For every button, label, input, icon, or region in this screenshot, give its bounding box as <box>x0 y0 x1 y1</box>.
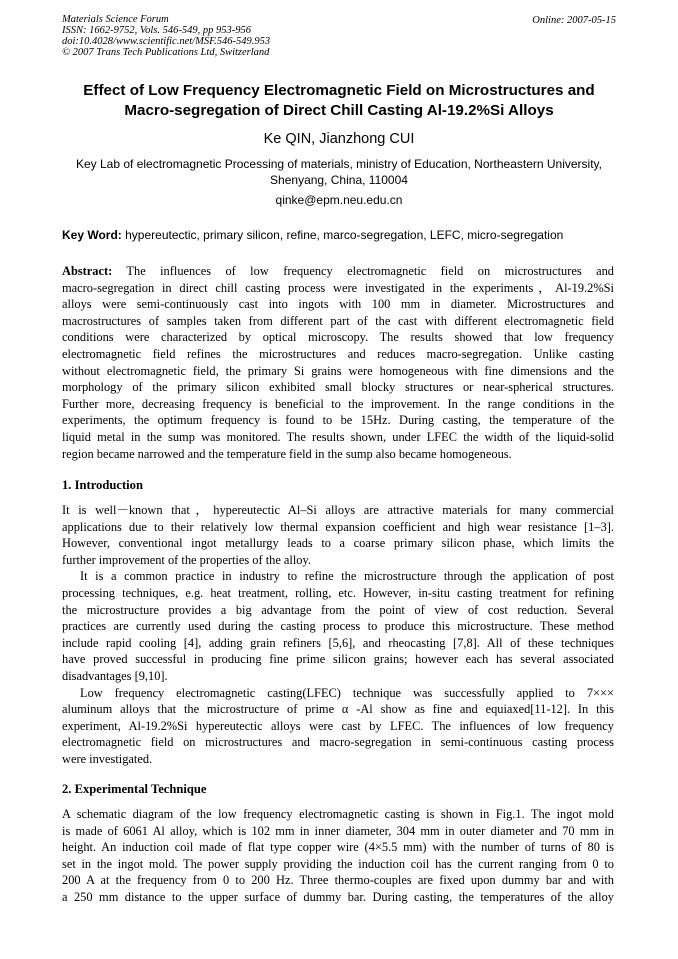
abstract-label: Abstract: <box>62 264 113 278</box>
section-heading: 2. Experimental Technique <box>62 782 207 796</box>
doi-line: doi:10.4028/www.scientific.net/MSF.546-549.953 <box>62 36 271 47</box>
paragraph-line: applications due to their relatively low thermal expansion coefficient and high wear resistance [1–3]. <box>62 519 614 534</box>
abstract-text: without electromagnetic field, the primary Si grains were homogeneous with fine dimensions and the <box>62 363 614 378</box>
online-date: Online: 2007-05-15 <box>532 15 616 26</box>
abstract-line <box>62 313 614 330</box>
paragraph-line: experiment, Al-19.2%Si hypereutectic alloys were cast by LFEC. The influences of low frequency <box>62 718 614 733</box>
abstract-text: morphology of the primary silicon exhibited small blocky structures or near-spherical structures. <box>62 380 614 395</box>
paragraph-line: were investigated. <box>62 752 153 766</box>
affiliation-line-1: Key Lab of electromagnetic Processing of materials, ministry of Education, Northeastern University, <box>75 157 602 171</box>
keywords-text: hypereutectic, primary silicon, refine, marco-segregation, LEFC, micro-segregation <box>121 228 564 242</box>
abstract-text: liquid metal in the sump was monitored. The results shown, under LFEC the width of the liquid-solid <box>62 430 614 444</box>
abstract-text: electromagnetic field refines the microstructures and reduces macro-segregation. Unlike casting <box>62 347 614 361</box>
abstract-line <box>62 263 614 280</box>
paragraph-line: include rapid cooling [4], adding grain refiners [5,6], and rheocasting [7,8]. All of these techniques <box>62 635 614 650</box>
abstract-line <box>62 329 614 346</box>
abstract-text: experiments, the optimum frequency is found to be 15Hz. During casting, the temperature of the <box>62 413 614 428</box>
abstract-line <box>62 429 614 446</box>
abstract-text: The influences of low frequency electromagnetic field on microstructures and <box>112 264 614 278</box>
abstract-text: Further more, decreasing frequency is beneficial to the improvement. In the range conditions in the <box>62 396 614 411</box>
paragraph-line: disadvantages [9,10]. <box>62 669 168 683</box>
paragraph-line: have proved successful in producing fine prime silicon grains; however each has several associated <box>62 652 614 667</box>
abstract-line <box>62 379 614 396</box>
abstract-text: alloys were semi-continuously cast into ingots with 100 mm in diameter. Microstructures and <box>62 297 614 312</box>
authors: Ke QIN, Jianzhong CUI <box>263 131 415 147</box>
paragraph-line: height. An induction coil made of flat type copper wire (4×5.5 mm) with the number of turns of 80 is <box>62 840 614 855</box>
abstract-line <box>62 446 614 463</box>
paragraph-line: is made of 6061 Al alloy, which is 102 mm in inner diameter, 304 mm in outer diameter and 70 mm in <box>62 823 614 838</box>
section-heading: 1. Introduction <box>62 478 143 492</box>
paragraph-line: practices are currently used during the casting process to produce this microstructure. These method <box>62 619 614 634</box>
paragraph-line: aluminum alloys that the microstructure of prime α -Al show as fine and equiaxed[11-12]. In this <box>62 702 614 717</box>
paragraph-line: It is a common practice in industry to refine the microstructure through the application of post <box>80 569 614 584</box>
abstract-line <box>62 412 614 429</box>
abstract-line <box>62 346 614 363</box>
abstract-text: macro-segregation in direct chill casting process were investigated in the experiments，Al-19.2%Si <box>62 280 614 295</box>
paragraph-line: A schematic diagram of the low frequency electromagnetic casting is shown in Fig.1. The ingot mold <box>62 807 614 821</box>
affiliation-line-2: Shenyang, China, 110004 <box>270 173 408 187</box>
abstract-line <box>62 363 614 380</box>
keywords <box>62 228 563 242</box>
paper-title-line-2: Macro-segregation of Direct Chill Casting Al-19.2%Si Alloys <box>124 102 554 119</box>
paper-title-line-1: Effect of Low Frequency Electromagnetic Field on Microstructures and <box>83 82 595 99</box>
paragraph-line: 200 A at the frequency from 0 to 200 Hz. Three thermo-couples are fixed upon dummy bar and with <box>62 873 614 888</box>
author-email: qinke@epm.neu.edu.cn <box>275 193 403 207</box>
paragraph-line: set in the ingot mold. The power supply providing the induction coil has the current ranging from 0 to <box>62 856 614 871</box>
copyright-line: © 2007 Trans Tech Publications Ltd, Switzerland <box>62 47 270 58</box>
paragraph-line: It is well－known that，hypereutectic Al–Si alloys are attractive materials for many commercial <box>62 503 614 517</box>
paragraph-line: the microstructure provides a big advantage from the point of view of cost reduction. Several <box>62 602 614 617</box>
journal-name: Materials Science Forum <box>62 14 169 25</box>
issn-line: ISSN: 1662-9752, Vols. 546-549, pp 953-956 <box>62 25 251 36</box>
abstract-text: macrostructures of samples taken from different part of the cast with different electromagnetic field <box>62 313 614 328</box>
paragraph-line: further improvement of the properties of the alloy. <box>62 552 311 567</box>
abstract-text: conditions were characterized by optical microscopy. The results showed that low frequency <box>62 330 614 345</box>
paragraph-line: Low frequency electromagnetic casting(LFEC) technique was successfully applied to 7××× <box>80 685 614 700</box>
abstract-text: region became narrowed and the temperature field in the sump also became homogeneous. <box>62 446 512 461</box>
paragraph-line: processing techniques, e.g. heat treatment, rolling, etc. However, in-situ casting treatment for refining <box>62 586 614 600</box>
abstract-line <box>62 280 614 297</box>
abstract-line <box>62 396 614 413</box>
paragraph-line: a 250 mm distance to the upper surface of dummy bar. During casting, the temperatures of the alloy <box>62 890 614 904</box>
paragraph-line: electromagnetic field on microstructures and macro-segregation in semi-continuous casting process <box>62 735 614 750</box>
abstract-line <box>62 296 614 313</box>
keywords-label: Key Word: <box>62 228 122 242</box>
paragraph-line: However, conventional ingot metallurgy leads to a coarse primary silicon phase, which limits the <box>62 536 614 551</box>
